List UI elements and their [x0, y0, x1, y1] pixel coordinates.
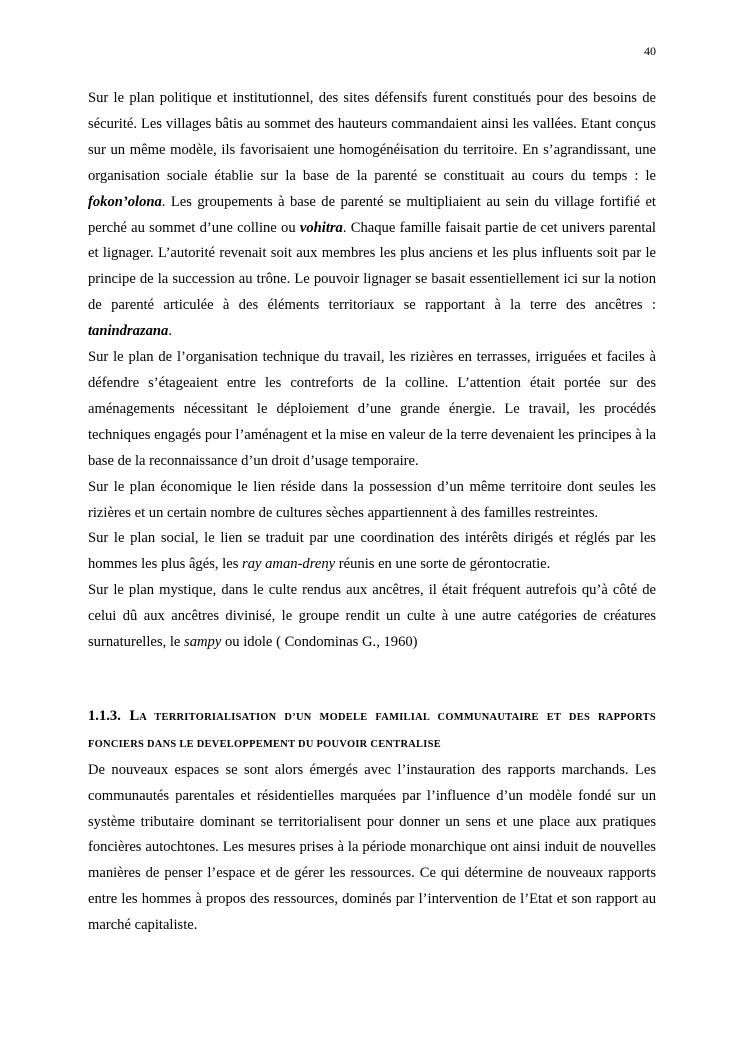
text-run: . [168, 323, 172, 340]
paragraph-economique [88, 475, 656, 527]
section-title-rest: A TERRITORIALISATION D’UN MODELE FAMILIAL COMMUNAUTAIRE ET DES RAPPORTS FONCIERS DANS LE DEVELOPPEMENT DU POUVOIR CENTRALISE [88, 711, 656, 750]
paragraphs-part1 [88, 86, 656, 656]
section-number: 1.1.3. [88, 707, 121, 724]
term: ray aman-dreny [242, 556, 336, 573]
section-heading [88, 704, 656, 758]
text-run: . Chaque famille faisait partie de cet univers parental et lignager. L’autorité revenait soit aux membres les plus anciens et les plus influents soit par le principe de la succession au trône. Le pouvoir lignager se basait essentiellement ici sur la notion de parenté articulée à des éléments territoriaux se rapportant à la terre des ancêtres : [88, 219, 656, 314]
text-run: . Les groupements à base de parenté se multipliaient au sein du village fortifié et perché au sommet d’une colline ou [88, 193, 656, 236]
text-run: réunis en une sorte de gérontocratie. [335, 556, 551, 573]
paragraph-technique [88, 345, 656, 475]
text-run: ou idole ( Condominas G., 1960) [221, 634, 418, 651]
text-run: Sur le plan social, le lien se traduit par une coordination des intérêts dirigés et réglés par les hommes les plus âgés, les [88, 530, 656, 573]
section-title [88, 708, 656, 751]
term: fokon’olona [88, 193, 162, 210]
paragraph-social [88, 526, 656, 578]
paragraph-nouveaux-espaces [88, 758, 656, 939]
text-run: Sur le plan économique le lien réside dans la possession d’un même territoire dont seules les rizières et un certain nombre de cultures sèches appartiennent à des familles restreintes. [88, 478, 656, 521]
paragraphs-part2 [88, 758, 656, 939]
term: vohitra [299, 219, 343, 236]
text-run: Sur le plan politique et institutionnel, des sites défensifs furent constitués pour des besoins de sécurité. Les villages bâtis au sommet des hauteurs commandaient ainsi les vallées. Etant conçus sur un même modèle, ils favorisaient une homogénéisation du territoire. En s’agrandissant, une organisation sociale établie sur la base de la parenté se constituait au cours du temps : le [88, 90, 656, 184]
document-body [88, 86, 656, 939]
page-number: 40 [644, 44, 656, 58]
term: sampy [184, 634, 222, 651]
paragraph-mystique [88, 578, 656, 656]
paragraph-politique [88, 86, 656, 345]
text-run: De nouveaux espaces se sont alors émergés avec l’instauration des rapports marchands. Les communautés parentales et résidentielles marquées par l’influence d’un modèle fondé sur un système tributaire dominant se territorialisent pour donner un sens et une place aux pratiques foncières autochtones. Les mesures prises à la période monarchique ont ainsi induit de nouvelles manières de penser l’espace et de gérer les ressources. Ce qui détermine de nouveaux rapports entre les hommes à propos des ressources, dominés par l’intervention de l’Etat et son rapport au marché capitaliste. [88, 761, 656, 934]
text-run: Sur le plan mystique, dans le culte rendus aux ancêtres, il était fréquent autrefois qu’à côté de celui dû aux ancêtres divinisé, le groupe rendit un culte à une autre catégories de créatures surnaturelles, le [88, 582, 656, 651]
text-run: Sur le plan de l’organisation technique du travail, les rizières en terrasses, irriguées et faciles à défendre s’étageaient entre les contreforts de la colline. L’attention était portée sur des aménagements nécessitant le déploiement d’une grande énergie. Le travail, les procédés techniques engagés pour l’aménagent et la mise en valeur de la terre devenaient les principes à la base de la reconnaissance d’un droit d’usage temporaire. [88, 349, 656, 469]
section-title-initial: L [129, 707, 140, 724]
term: tanindrazana [88, 323, 169, 340]
